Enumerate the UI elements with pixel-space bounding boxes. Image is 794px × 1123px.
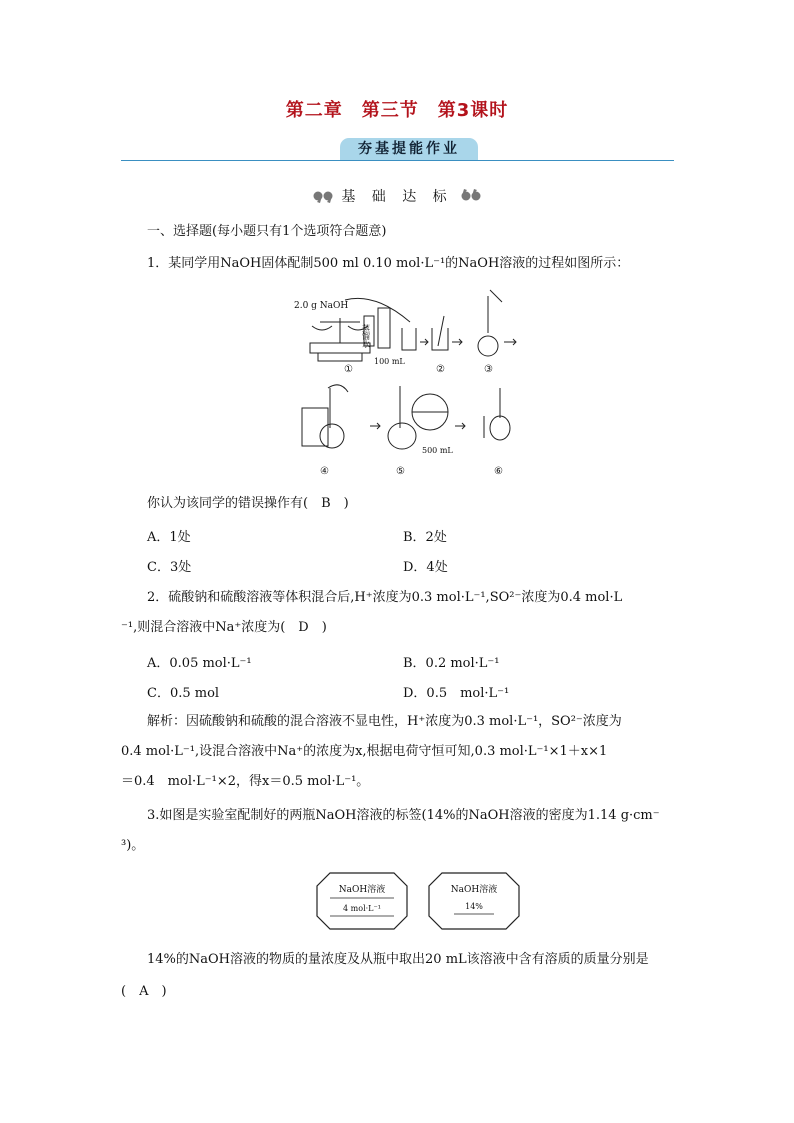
step-3-label: ③ — [484, 364, 493, 375]
q1-option-a[interactable]: A．1处 — [147, 530, 191, 545]
header-rule — [121, 160, 674, 161]
page-title: 第二章 第三节 第3课时 — [285, 100, 509, 121]
label-1-title: NaOH溶液 — [338, 885, 386, 895]
right-quote-icon — [459, 188, 481, 204]
step-1-label: ① — [344, 364, 353, 375]
step-2-label: ② — [436, 364, 445, 375]
section-banner: 夯基提能作业 — [340, 138, 478, 160]
q3-stem-line2: ³)。 — [121, 838, 145, 853]
mass-label: 2.0 g NaOH — [294, 301, 349, 311]
q3-question-line1: 14%的NaOH溶液的物质的量浓度及从瓶中取出20 mL该溶液中含有溶质的质量分别是 — [147, 952, 649, 967]
label-2-value: 14% — [465, 902, 483, 911]
q1-question: 你认为该同学的错误操作有( B ) — [147, 496, 349, 511]
q2-stem-line2: ⁻¹,则混合溶液中Na⁺浓度为( D ) — [121, 620, 327, 635]
q2-analysis-line3: ＝0.4 mol·L⁻¹×2，得x＝0.5 mol·L⁻¹。 — [121, 774, 370, 789]
step-5-label: ⑤ — [396, 466, 405, 477]
q2-option-a[interactable]: A．0.05 mol·L⁻¹ — [147, 656, 252, 671]
step-4-label: ④ — [320, 466, 329, 477]
q1-option-d[interactable]: D．4处 — [403, 560, 448, 575]
q1-stem: 1．某同学用NaOH固体配制500 ml 0.10 mol·L⁻¹的NaOH溶液的过程如图所示： — [147, 256, 630, 271]
step-6-label: ⑥ — [494, 466, 503, 477]
q2-analysis-line2: 0.4 mol·L⁻¹,设混合溶液中Na⁺的浓度为x,根据电荷守恒可知,0.3 mol·L⁻¹×1＋x×1 — [121, 744, 608, 759]
left-quote-icon — [313, 188, 335, 204]
q2-analysis-line1: 解析：因硫酸钠和硫酸的混合溶液不显电性，H⁺浓度为0.3 mol·L⁻¹，SO²⁻浓度为 — [147, 714, 622, 729]
cylinder-label: 100 mL — [374, 357, 405, 366]
bottle-label-2 — [428, 872, 520, 930]
q2-stem-line1: 2．硫酸钠和硫酸溶液等体积混合后,H⁺浓度为0.3 mol·L⁻¹,SO²⁻浓度为0.4 mol·L — [147, 590, 623, 605]
section-label: 基 础 达 标 — [341, 189, 453, 205]
bottle-label-1 — [316, 872, 408, 930]
label-2-title: NaOH溶液 — [450, 885, 498, 895]
q2-option-c[interactable]: C．0.5 mol — [147, 686, 220, 701]
label-1-value: 4 mol·L⁻¹ — [343, 904, 381, 913]
q2-option-b[interactable]: B．0.2 mol·L⁻¹ — [403, 656, 500, 671]
water-label: 蒸馏水 — [361, 324, 371, 348]
section-heading — [0, 186, 794, 206]
flask-label: 500 mL — [422, 446, 453, 455]
q1-apparatus-figure — [290, 288, 520, 478]
part-heading: 一、选择题(每小题只有1个选项符合题意) — [147, 224, 387, 239]
q3-question-line2: ( A ) — [121, 984, 167, 999]
q3-stem-line1: 3.如图是实验室配制好的两瓶NaOH溶液的标签(14%的NaOH溶液的密度为1.14 g·cm⁻ — [147, 808, 660, 823]
q1-option-c[interactable]: C．3处 — [147, 560, 192, 575]
q1-option-b[interactable]: B．2处 — [403, 530, 447, 545]
q2-option-d[interactable]: D．0.5 mol·L⁻¹ — [403, 686, 510, 701]
